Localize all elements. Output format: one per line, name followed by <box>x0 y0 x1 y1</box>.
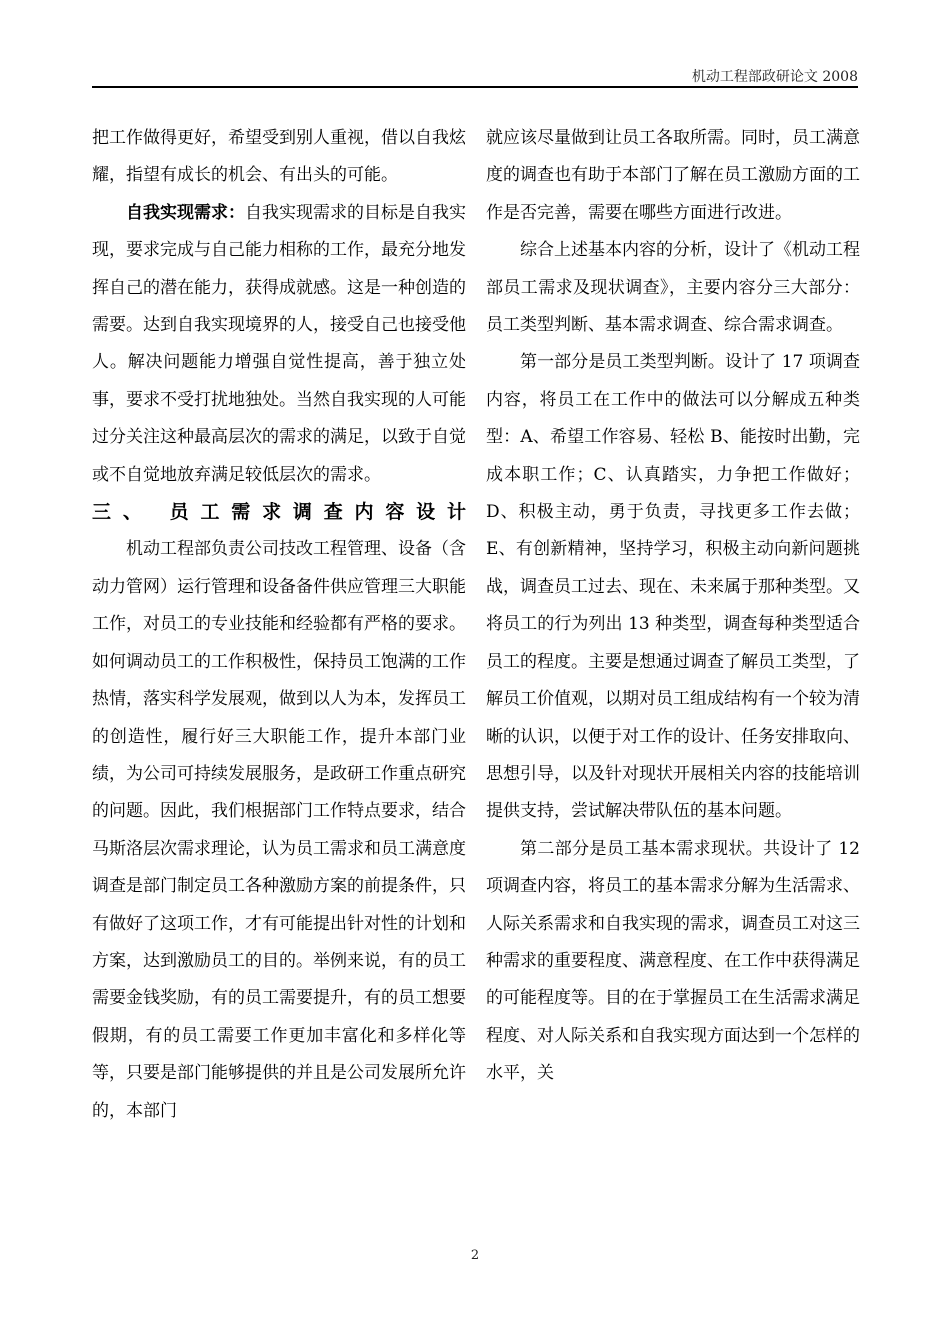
page-number: 2 <box>470 1248 480 1263</box>
paragraph-esteem-continued: 把工作做得更好，希望受到别人重视，借以自我炫耀，指望有成长的机会、有出头的可能。 <box>92 128 466 186</box>
running-header: 机动工程部政研论文 2008 <box>691 69 858 85</box>
right-column <box>486 120 860 1093</box>
paragraph-self-actualization <box>92 195 466 494</box>
left-column <box>92 120 466 1130</box>
paragraph-continued: 就应该尽量做到让员工各取所需。同时，员工满意度的调查也有助于本部门了解在员工激励方面的工作是否完善，需要在哪些方面进行改进。 <box>486 128 860 223</box>
paragraph-part-one: 第一部分是员工类型判断。设计了 17 项调查内容，将员工在工作中的做法可以分解成五种类型：A、希望工作容易、轻松 B、能按时出勤，完成本职工作；C、认真踏实，力争把工作做好；D、积极主动，勇于负责，寻找更多工作去做；E、有创新精神，坚持学习，积极主动向新问题挑战，调查员工过去、现在、未来属于那种类型。又将员工的行为列出 13 种类型，调查每种类型适合员工的程度。主要是想通过调查了解员工类型，了解员工价值观，以期对员工组成结构有一个较为清晰的认识，以便于对工作的设计、任务安排取向、思想引导，以及针对现状开展相关内容的技能培训提供支持，尝试解决带队伍的基本问题。 <box>486 352 860 822</box>
term-label: 自我实现需求： <box>126 202 245 223</box>
section-number: 三、 <box>92 501 154 524</box>
paragraph-department-intro: 机动工程部负责公司技改工程管理、设备（含动力管网）运行管理和设备备件供应管理三大职能工作，对员工的专业技能和经验都有严格的要求。如何调动员工的工作积极性，保持员工饱满的工作热情，落实科学发展观，做到以人为本，发挥员工的创造性，履行好三大职能工作，提升本部门业绩，为公司可持续发展服务，是政研工作重点研究的问题。因此，我们根据部门工作特点要求，结合马斯洛层次需求理论，认为员工需求和员工满意度调查是部门制定员工各种激励方案的前提条件，只有做好了这项工作，才有可能提出针对性的计划和方案，达到激励员工的目的。举例来说，有的员工需要金钱奖励，有的员工需要提升，有的员工想要假期，有的员工需要工作更加丰富化和多样化等等，只要是部门能够提供的并且是公司发展所允许的，本部门 <box>92 539 466 1121</box>
section-title: 员工需求调查内容设计 <box>169 501 466 524</box>
paragraph-part-two: 第二部分是员工基本需求现状。共设计了 12 项调查内容，将员工的基本需求分解为生活需求、人际关系需求和自我实现的需求，调查员工对这三种需求的重要程度、满意程度、在工作中获得满足的可能程度等。目的在于掌握员工在生活需求满足程度、对人际关系和自我实现方面达到一个怎样的水平，关 <box>486 838 860 1084</box>
header-rule <box>92 86 858 88</box>
section-heading <box>92 494 466 531</box>
paragraph-survey-design: 综合上述基本内容的分析，设计了《机动工程部员工需求及现状调查》，主要内容分三大部分：员工类型判断、基本需求调查、综合需求调查。 <box>486 240 860 336</box>
paragraph-body: 自我实现需求的目标是自我实现，要求完成与自己能力相称的工作，最充分地发挥自己的潜在能力，获得成就感。这是一种创造的需要。达到自我实现境界的人，接受自己也接受他人。解决问题能力增强自觉性提高，善于独立处事，要求不受打扰地独处。当然自我实现的人可能过分关注这种最高层次的需求的满足，以致于自觉或不自觉地放弃满足较低层次的需求。 <box>92 202 466 485</box>
